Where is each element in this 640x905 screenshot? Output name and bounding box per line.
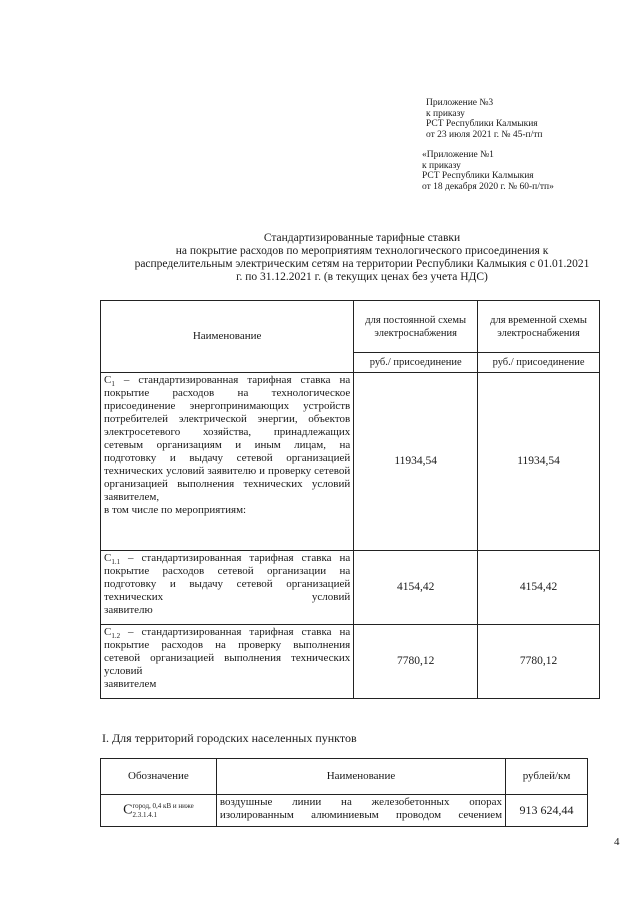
rate-symbol: C — [123, 802, 133, 818]
rate-subscript: 1.2 — [111, 632, 121, 641]
description-line2: изолированным алюминиевым проводом сечением — [219, 809, 503, 821]
col-header-permanent: для постоянной схемы электроснабжения — [354, 301, 478, 353]
table-row — [101, 551, 600, 625]
rate-subscript: 1.1 — [111, 558, 121, 567]
title-line1: Стандартизированные тарифные ставки — [263, 232, 461, 244]
section-heading: I. Для территорий городских населенных пунктов — [102, 731, 357, 745]
appendix-1-header — [422, 150, 554, 192]
table-row — [101, 373, 600, 551]
col-header-temporary: для временной схемы электроснабжения — [478, 301, 600, 353]
appendix-3-line3: РСТ Республики Калмыкия — [426, 119, 538, 129]
unit-permanent: руб./ присоединение — [354, 353, 478, 373]
rate-text: – стандартизированная тарифная ставка на покрытие расходов на проверку выполнения сетевой организацией выполнения технических условий — [104, 626, 351, 677]
rate-text-last: в том числе по мероприятиям: — [104, 504, 247, 516]
rate-symbol-cell — [101, 795, 217, 827]
col-header-symbol: Обозначение — [101, 759, 217, 795]
table-row — [101, 625, 600, 699]
value-temporary: 11934,54 — [478, 373, 600, 551]
rate-subscript: 2.3.1.4.1 — [132, 810, 157, 819]
title-line3: распределительным электрическим сетям на территории Республики Калмыкия с 01.01.2021 — [134, 258, 590, 270]
appendix-3-line4: от 23 июля 2021 г. № 45-п/тп — [426, 129, 543, 140]
row-description — [101, 551, 354, 625]
value-permanent: 11934,54 — [354, 373, 478, 551]
title-line4: г. по 31.12.2021 г. (в текущих ценах без учета НДС) — [236, 271, 488, 283]
appendix-1-line1: «Приложение №1 — [422, 150, 494, 160]
title-line2: на покрытие расходов по мероприятиям технологического присоединения к — [175, 245, 549, 257]
appendix-1-line3: РСТ Республики Калмыкия — [422, 171, 534, 181]
row-description — [101, 373, 354, 551]
rate-text-last: заявителем — [104, 678, 157, 690]
tariff-rates-table — [100, 300, 600, 699]
appendix-3-line1: Приложение №3 — [426, 98, 494, 108]
rate-symbol: C — [104, 626, 112, 638]
row-description — [216, 795, 505, 827]
appendix-3-header — [426, 98, 542, 140]
appendix-1-line2: к приказу — [422, 160, 461, 171]
rate-symbol: C — [104, 374, 112, 386]
value-cell: 913 624,44 — [506, 795, 588, 827]
value-temporary: 4154,42 — [478, 551, 600, 625]
col-header-unit: рублей/км — [506, 759, 588, 795]
col-header-name: Наименование — [101, 301, 354, 373]
line-rates-table — [100, 758, 588, 827]
rate-symbol: C — [104, 552, 112, 564]
value-permanent: 7780,12 — [354, 625, 478, 699]
rate-text: – стандартизированная тарифная ставка на покрытие расходов на технологическое присоединение энергопринимающих устройств потребителей электрической энергии, объектов электросетевого хозяйства, принадлежащих сетевым организациям и иным лицам, на подготовку и выдачу сетевой организацией технических условий заявителю и проверку сетевой организацией выполнения технических условий заявителем, — [104, 374, 351, 503]
rate-text: – стандартизированная тарифная ставка на покрытие расходов сетевой организации на подготовку и выдачу сетевой организацией технических условий — [104, 552, 351, 603]
rate-subscript: 1 — [111, 380, 115, 389]
value-permanent: 4154,42 — [354, 551, 478, 625]
value-temporary: 7780,12 — [478, 625, 600, 699]
rate-text-last: заявителю — [104, 604, 153, 616]
description-line1: воздушные линии на железобетонных опорах — [219, 796, 503, 808]
page-number: 4 — [614, 836, 620, 848]
rate-superscript: город, 0,4 кВ и ниже — [132, 801, 194, 810]
row-description — [101, 625, 354, 699]
col-header-name: Наименование — [216, 759, 505, 795]
table-row — [101, 795, 588, 827]
appendix-1-line4: от 18 декабря 2020 г. № 60-п/тп» — [422, 181, 554, 192]
unit-temporary: руб./ присоединение — [478, 353, 600, 373]
appendix-3-line2: к приказу — [426, 108, 465, 119]
document-title — [96, 232, 628, 284]
